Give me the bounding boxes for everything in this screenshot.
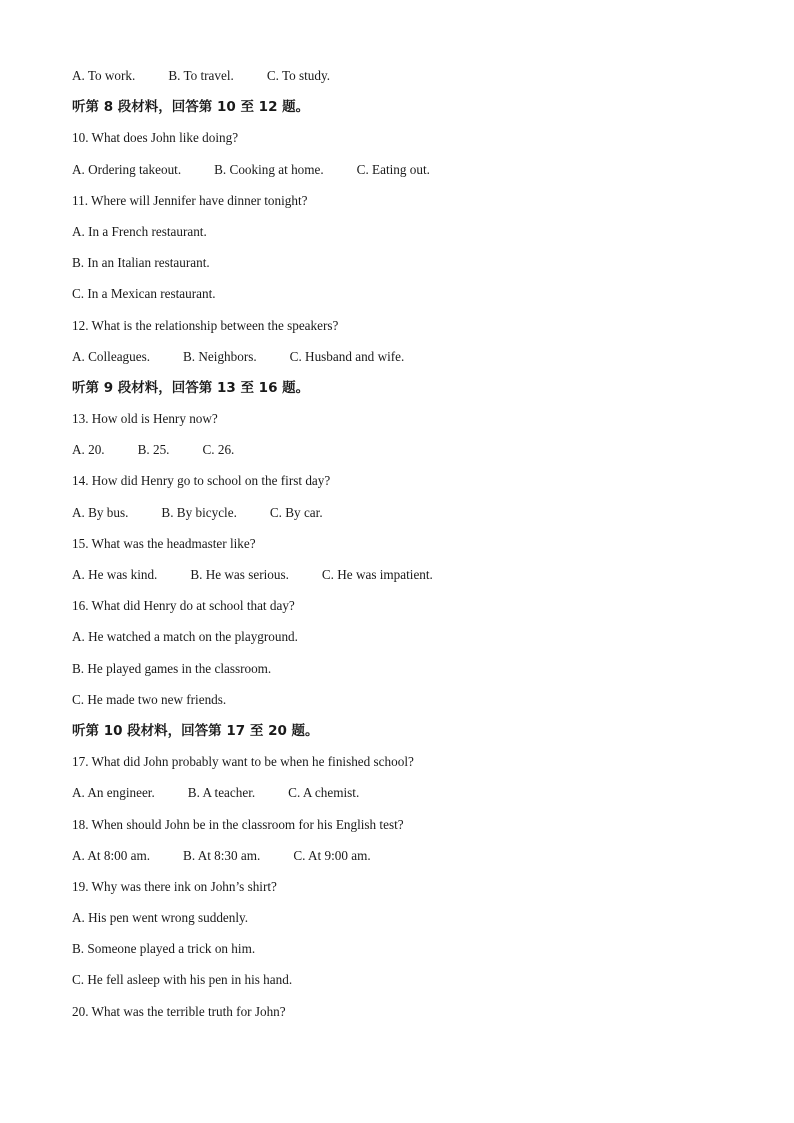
answer-option: B. Cooking at home.	[214, 161, 324, 177]
question-text: 14. How did Henry go to school on the first day?	[72, 473, 331, 489]
answer-option: C. Husband and wife.	[289, 348, 405, 364]
answer-options-row	[72, 440, 762, 471]
answer-option: C. To study.	[266, 68, 331, 83]
answer-option: C. He made two new friends.	[72, 691, 227, 707]
answer-option: A. He was kind.	[72, 567, 158, 582]
answer-options-row	[72, 783, 762, 814]
answer-options-row	[72, 347, 762, 378]
question-text: 20. What was the terrible truth for John?	[72, 1003, 286, 1019]
question-text: 18. When should John be in the classroom for his English test?	[72, 816, 404, 832]
answer-option: A. In a French restaurant.	[72, 223, 207, 239]
question-text: 12. What is the relationship between the speakers?	[72, 317, 339, 333]
answer-option: C. At 9:00 am.	[293, 847, 371, 863]
answer-option: C. He fell asleep with his pen in his hand.	[72, 972, 293, 988]
exam-page	[72, 66, 762, 1033]
answer-option: A. He watched a match on the playground.	[72, 629, 298, 645]
answer-option: A. An engineer.	[72, 785, 155, 801]
section-heading: 听第 9 段材料，回答第 13 至 16 题。	[72, 379, 310, 396]
answer-option: A. To work.	[72, 68, 136, 83]
answer-option: B. In an Italian restaurant.	[72, 255, 210, 271]
question-text: 11. Where will Jennifer have dinner tonight?	[72, 192, 308, 208]
section-heading: 听第 8 段材料，回答第 10 至 12 题。	[72, 99, 310, 116]
question-text: 17. What did John probably want to be when he finished school?	[72, 754, 414, 770]
answer-option: A. By bus.	[72, 504, 129, 520]
answer-option: C. He was impatient.	[321, 567, 433, 582]
answer-option: C. 26.	[202, 442, 235, 458]
answer-option: B. Someone played a trick on him.	[72, 941, 256, 957]
answer-option: B. To travel.	[168, 68, 234, 83]
answer-option: C. In a Mexican restaurant.	[72, 286, 216, 302]
answer-option: A. His pen went wrong suddenly.	[72, 910, 249, 926]
answer-option: B. A teacher.	[187, 785, 256, 801]
question-text: 15. What was the headmaster like?	[72, 535, 256, 551]
answer-option: C. A chemist.	[288, 785, 360, 801]
answer-option: C. By car.	[269, 504, 323, 520]
answer-option: B. At 8:30 am.	[183, 847, 261, 863]
answer-option: A. Colleagues.	[72, 348, 151, 364]
answer-options-row	[72, 66, 762, 97]
answer-option: A. 20.	[72, 442, 105, 458]
section-heading: 听第 10 段材料，回答第 17 至 20 题。	[72, 722, 319, 739]
question-text: 16. What did Henry do at school that day?	[72, 598, 295, 614]
question-text: 10. What does John like doing?	[72, 130, 239, 146]
answer-option: B. He played games in the classroom.	[72, 660, 272, 676]
answer-option: A. Ordering takeout.	[72, 161, 182, 177]
answer-option: B. He was serious.	[190, 567, 289, 582]
answer-option: B. 25.	[137, 442, 170, 458]
answer-options-row	[72, 565, 762, 596]
answer-option: B. By bicycle.	[161, 504, 237, 520]
answer-options-row	[72, 160, 762, 191]
answer-option: C. Eating out.	[356, 161, 430, 177]
answer-option: B. Neighbors.	[183, 348, 257, 364]
question-text: 19. Why was there ink on John’s shirt?	[72, 878, 277, 894]
answer-option: A. At 8:00 am.	[72, 847, 151, 863]
answer-options-row	[72, 846, 762, 877]
answer-options-row	[72, 503, 762, 534]
question-text: 13. How old is Henry now?	[72, 411, 218, 427]
